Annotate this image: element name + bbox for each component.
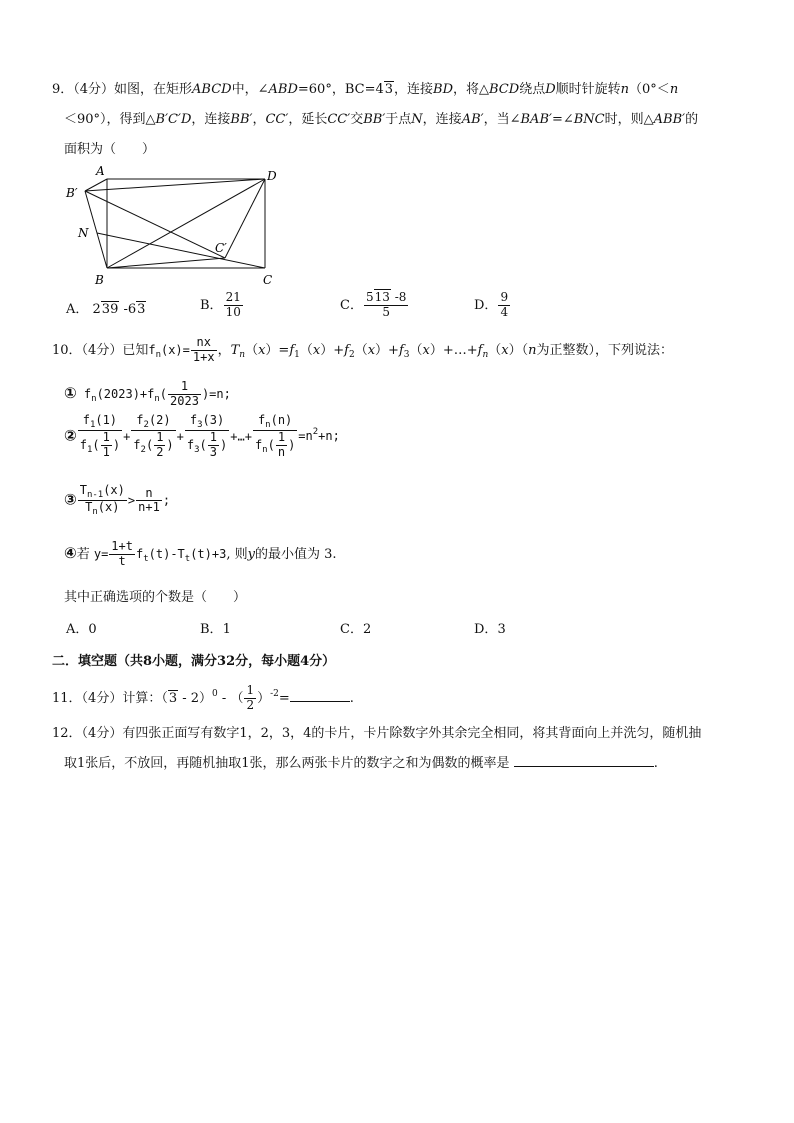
- q10-option-c: C．2: [340, 622, 372, 637]
- q9-figure: [60, 163, 290, 291]
- label-N: N: [78, 226, 89, 240]
- q9-line1: 9．（4分）如图，在矩形ABCD中，∠ABD=60°，BC=43，连接BD，将△BCD绕点D顺时针旋转n（0°＜n: [52, 82, 679, 97]
- q10-option-d: D．3: [474, 622, 506, 637]
- q12-line2: 取1张后，不放回，再随机抽取1张，那么两张卡片的数字之和为偶数的概率是 .: [64, 756, 658, 771]
- edge-B-prime-C-prime: [85, 191, 225, 258]
- edge-BD: [107, 179, 265, 268]
- label-A: A: [96, 164, 105, 178]
- q9-option-a: A． 239 -63: [66, 302, 146, 317]
- label-B: B: [95, 273, 104, 287]
- label-C-prime: C′: [215, 241, 227, 255]
- label-B-prime: B′: [66, 186, 78, 200]
- q9-option-d: D． $\frac{9}{4}$: [474, 290, 509, 319]
- q10-question: 其中正确选项的个数是（ ）: [64, 590, 247, 605]
- q12-line1: 12．（4分）有四张正面写有数字1，2，3，4的卡片，卡片除数字外其余完全相同，将其背面向上并洗匀，随机抽: [52, 726, 702, 741]
- label-C: C: [263, 273, 273, 287]
- edge-AB-prime: [85, 179, 107, 191]
- section-2-heading: 二．填空题（共8小题，满分32分，每小题4分）: [52, 654, 336, 669]
- edge-B-prime-D: [85, 179, 265, 191]
- edge-B-C-prime: [107, 258, 225, 268]
- q10-item1: ① $f_n(2023)+f_n$( $\frac{1}{2023}$ )=n;: [64, 379, 231, 408]
- q9-line2: ＜90°），得到△B′C′D，连接BB′，CC′，延长CC′交BB′于点N，连接AB′，当∠BAB′=∠BNC时，则△ABB′的: [64, 112, 699, 127]
- q10-item2: ② $f_1(1)$ $f_1$( $\frac{1}{1}$ ) + $f_2(2)$ $f_2$( $\frac{1}{2}$ ) + $f_3(3)$ $f_3$( $\frac{1}{3}$ ) +…+ $f_n(n)$ $f_n$( $\frac{1}{n}$ ) $=n^2+n$;: [64, 413, 340, 460]
- q11: 11．（4分）计算：（3 - 2）$^0$ - （ $\frac{1}{2}$ ）$^{-2}$= .: [52, 683, 354, 712]
- q10-option-b: B．1: [200, 622, 231, 637]
- edge-N-C: [97, 233, 265, 268]
- q10-item3: ③ $\frac{T_{n-1}(x)}{T_n(x)}$ > $\frac{n}{n+1}$ ;: [64, 483, 171, 518]
- q10-item4: ④若 y= $\frac{1+t}{t}$ $f_t(t)-T_t(t)+3$, 则y的最小值为 3.: [64, 539, 337, 568]
- q9-option-c: C． $\frac{513 -8}{5}$: [340, 290, 407, 319]
- q12-answer-blank: [514, 766, 654, 767]
- edge-C-prime-D: [225, 179, 265, 258]
- label-D: D: [267, 169, 277, 183]
- q9-option-b: B． $\frac{21}{10}$: [200, 290, 241, 319]
- q9-line3: 面积为（ ）: [64, 142, 156, 157]
- q10-line1: 10．（4分）已知$f_n(x)=$ $\frac{nx}{1+x}$ ，$T_n(x)=f_1(x)+f_2(x)+f_3(x)+\dots+f_n(x)(n$为正整数），下列说法：: [52, 335, 674, 364]
- q11-answer-blank: [290, 701, 350, 702]
- q10-option-a: A．0: [66, 622, 97, 637]
